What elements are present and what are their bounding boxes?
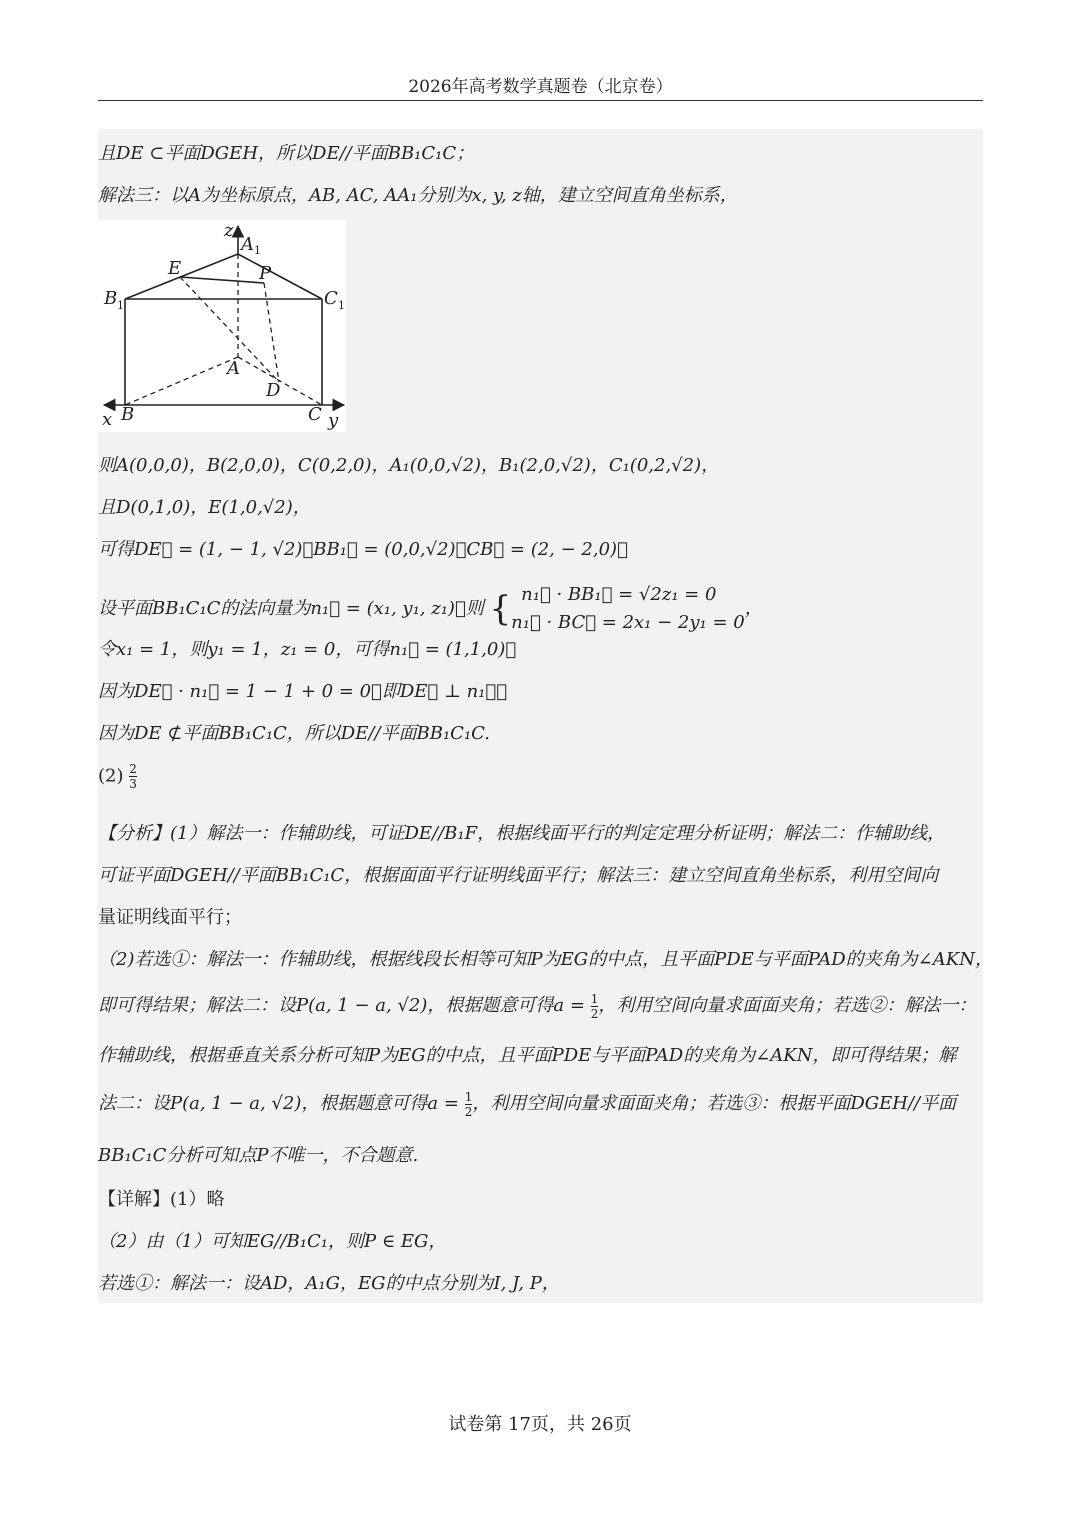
label-a: A [227,358,240,379]
page-footer: 试卷第 17页，共 26页 [448,1414,632,1435]
detail-heading: 【详解】(1）略 [98,1189,225,1210]
label-c1: C [324,288,338,309]
text-line-1: 且DE ⊂平面DGEH，所以DE//平面BB₁C₁C； [98,143,475,164]
analysis-line-7: 法二：设P(a, 1 − a, √2)，根据题意可得a = $\frac{1}{2}$ ，利用空间向量求面面夹角；若选③：根据平面DGEH//平面 [98,1089,957,1119]
answer-part-2 [98,762,137,791]
answer-label: (2) [98,765,124,787]
fraction-one-half: $\frac{1}{2}$ [590,991,599,1021]
analysis-line-4: （2)若选①：解法一：作辅助线，根据线段长相等可知P为EG的中点，且平面PDE与平面PAD的夹角为∠AKN， [98,949,993,970]
label-a1-sub: 1 [254,244,261,257]
analysis-line-6: 作辅助线，根据垂直关系分析可知P为EG的中点，且平面PDE与平面PAD的夹角为∠AKN，即可得结果；解 [98,1045,957,1066]
text-line-4: 且D(0,1,0)，E(1,0,√2)， [98,497,311,518]
solution-content [98,129,993,1303]
equation-2: n₁⃗ · BC⃗ = 2x₁ − 2y₁ = 0 [511,612,745,633]
label-b1: B [104,288,118,309]
equation-1: n₁⃗ · BB₁⃗ = √2z₁ = 0 [521,584,717,605]
label-c: C [308,404,322,425]
label-x: x [102,409,113,430]
text-line-3: 则A(0,0,0)，B(2,0,0)，C(0,2,0)，A₁(0,0,√2)，B₁(2,0,√2)，C₁(0,2,√2)， [98,455,720,476]
label-d: D [266,380,281,401]
analysis-line-1: 【分析】(1）解法一：作辅助线，可证DE//B₁F，根据线面平行的判定定理分析证明；解法二：作辅助线， [98,823,946,844]
detail-line-1: （2）由（1）可知EG//B₁C₁，则P ∈ EG， [98,1231,447,1252]
text-line-8: 因为DE⃗ · n₁⃗ = 1 − 1 + 0 = 0，即DE⃗ ⊥ n₁⃗， [98,681,508,702]
prism-figure [98,220,346,432]
text-line-6 [98,581,763,637]
label-b: B [121,404,135,425]
comma: ， [744,598,763,619]
label-c1-sub: 1 [338,299,345,312]
label-z: z [224,220,234,241]
page-header: 2026年高考数学真题卷（北京卷） [98,74,983,101]
analysis-line-8: BB₁C₁C分析可知点P不唯一，不合题意. [98,1145,419,1166]
text-line-2: 解法三：以A为坐标原点，AB, AC, AA₁分别为x, y, z轴，建立空间直角坐标系， [98,185,738,206]
label-b1-sub: 1 [117,299,124,312]
label-e: E [168,258,182,279]
label-a1: A [241,234,254,255]
text-line-5: 可得DE⃗ = (1, − 1, √2)，BB₁⃗ = (0,0,√2)，CB⃗ = (2, − 2,0)， [98,539,628,560]
fraction-one-half-2: $\frac{1}{2}$ [464,1089,473,1119]
fraction-two-thirds: $\frac{2}{3}$ [129,762,137,791]
system-brace: { [489,589,512,629]
label-y: y [328,410,339,431]
detail-line-2: 若选①：解法一：设AD，A₁G，EG的中点分别为I, J, P， [98,1273,560,1294]
text-line-9: 因为DE ⊄平面BB₁C₁C，所以DE//平面BB₁C₁C. [98,723,491,744]
text-line-7: 令x₁ = 1，则y₁ = 1，z₁ = 0，可得n₁⃗ = (1,1,0)， [98,639,517,660]
equation-system [511,581,745,637]
analysis-line-5: 即可得结果；解法二：设P(a, 1 − a, √2)，根据题意可得a = $\frac{1}{2}$ ，利用空间向量求面面夹角；若选②：解法一： [98,991,977,1021]
normal-vector-intro: 设平面BB₁C₁C的法向量为n₁⃗ = (x₁, y₁, z₁)，则 [98,598,484,619]
label-p: P [259,263,272,284]
analysis-line-2: 可证平面DGEH//平面BB₁C₁C，根据面面平行证明线面平行；解法三：建立空间直角坐标系，利用空间向 [98,865,939,886]
analysis-line-3: 量证明线面平行； [98,907,242,928]
